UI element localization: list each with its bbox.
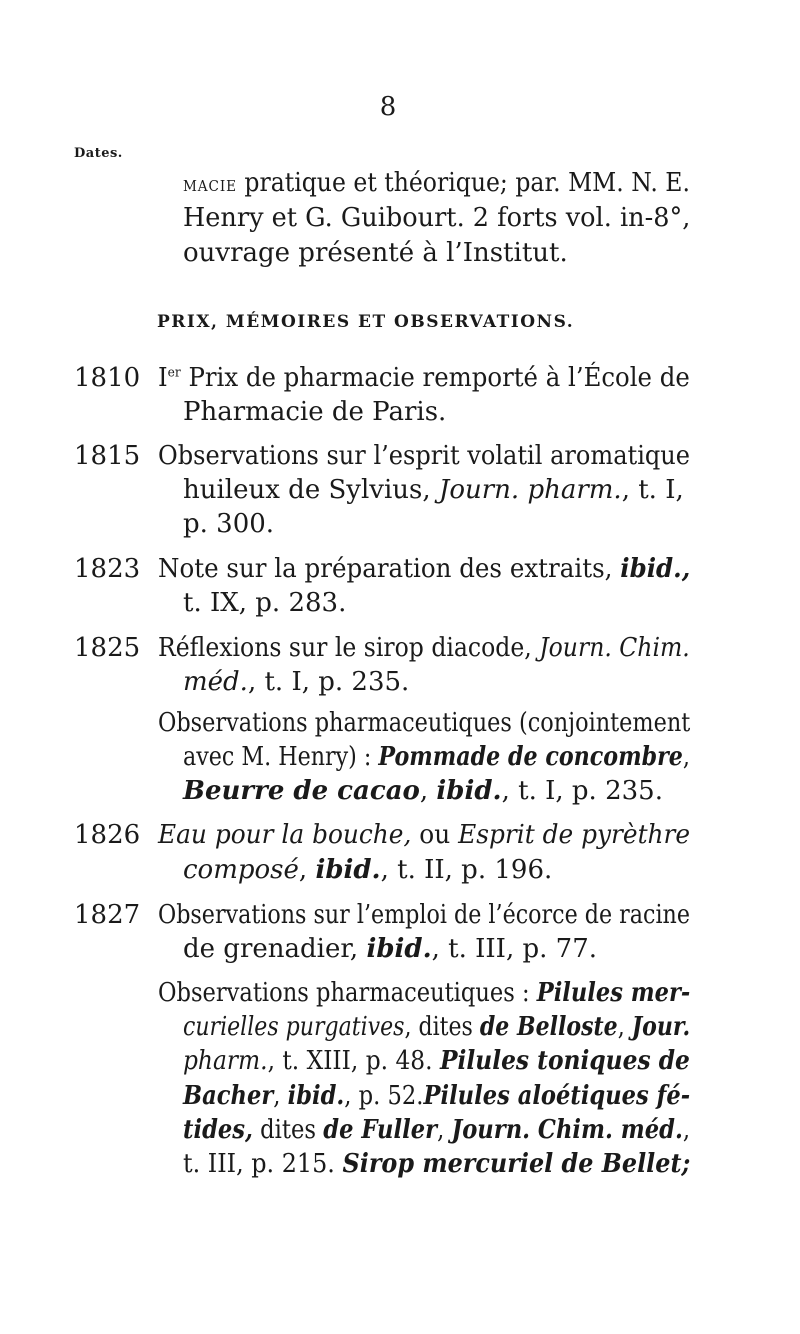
entry-text: Observations pharmaceutiques : (158, 978, 537, 1008)
entry-citation: tides, (183, 1115, 253, 1145)
entry-line (183, 778, 663, 804)
entry-line (183, 1151, 690, 1177)
entry-citation: Pilules aloétiques fé- (423, 1081, 691, 1111)
entry-line (183, 1048, 690, 1074)
entry-citation: Esprit de pyrèthre (458, 820, 691, 850)
entry-citation: ibid. (366, 934, 432, 964)
entry-citation: Jour. (631, 1012, 691, 1042)
entry-text: , (617, 1012, 632, 1042)
intro-smallcaps: macie (183, 172, 237, 197)
entry-line (183, 669, 409, 695)
entry-citation: Eau pour la bouche, (158, 820, 412, 850)
intro-line-2: Henry et G. Guibourt. 2 forts vol. in-8°, (183, 203, 691, 233)
entry-line: Observations pharmaceutiques (conjointement (158, 708, 691, 738)
entry-citation: pharm. (183, 1046, 268, 1076)
entry-year: 1826 (74, 820, 141, 850)
entry-line (183, 1014, 690, 1040)
entry-citation: Journ. Chim. (539, 633, 690, 663)
entry-text: , t. I, p. 235. (247, 667, 410, 697)
entry-line: Pharmacie de Paris. (183, 397, 447, 427)
entry-citation: Journ. pharm. (438, 475, 622, 505)
entry-line: p. 300. (183, 509, 275, 539)
entry-year: 1827 (74, 900, 141, 930)
entry-citation: ibid. (287, 1081, 345, 1111)
entry-year: 1815 (74, 441, 141, 471)
entry-year: 1810 (74, 363, 141, 393)
entry-line (183, 857, 552, 883)
entry-line (158, 980, 690, 1006)
entry-text: I (158, 363, 168, 393)
entry-line (183, 477, 684, 503)
entry-text: , (298, 855, 316, 885)
entry-line (183, 936, 597, 962)
entry-citation: composé (183, 855, 299, 885)
entry-text: , t. III, p. 77. (431, 934, 597, 964)
entry-citation: Pommade de concombre (378, 742, 683, 772)
entry-text: , (682, 742, 690, 772)
entry-citation: de Fuller (323, 1115, 438, 1145)
entry-text: , (437, 1115, 452, 1145)
entry-text: Note sur la préparation des extraits, (158, 554, 621, 584)
intro-line-1-text: pratique et théorique; par. MM. N. E. (236, 168, 690, 198)
entry-text: t. III, p. 215. (183, 1149, 343, 1179)
entry-citation: curielles purgatives (183, 1012, 405, 1042)
entry-line (158, 822, 690, 848)
entry-superscript: er (167, 365, 181, 381)
entry-citation: Bacher (183, 1081, 274, 1111)
entry-text: , t. I, (621, 475, 684, 505)
intro-line-3: ouvrage présenté à l’Institut. (183, 238, 568, 268)
entry-citation: de Belloste (479, 1012, 618, 1042)
page-number: 8 (379, 92, 397, 122)
entry-citation: ibid., (620, 554, 691, 584)
entry-text: de grenadier, (183, 934, 367, 964)
section-heading: PRIX, MÉMOIRES ET OBSERVATIONS. (157, 312, 575, 332)
entry-citation: Sirop mercuriel de Bellet; (342, 1149, 691, 1179)
entry-citation: ibid. (436, 776, 502, 806)
entry-text: Réflexions sur le sirop diacode, (158, 633, 540, 663)
entry-citation: Pilules toniques de (439, 1046, 690, 1076)
entry-year: 1825 (74, 633, 141, 663)
entry-citation: ibid. (315, 855, 381, 885)
entry-text: , (682, 1115, 691, 1145)
margin-label-dates: Dates. (74, 146, 123, 161)
entry-text: , t. II, p. 196. (380, 855, 553, 885)
entry-text: , (419, 776, 437, 806)
entry-citation: Journ. Chim. méd. (451, 1115, 683, 1145)
intro-line-1 (183, 170, 690, 196)
entry-line: Observations sur l’esprit volatil aromatique (158, 441, 691, 471)
entry-line (183, 1083, 690, 1109)
entry-text: huileux de Sylvius, (183, 475, 439, 505)
entry-text: avec M. Henry) : (183, 742, 379, 772)
entry-line (183, 744, 690, 770)
entry-citation: méd. (183, 667, 248, 697)
entry-text: , (273, 1081, 288, 1111)
entry-citation: Beurre de cacao (183, 776, 420, 806)
entry-text: , t. I, p. 235. (501, 776, 663, 806)
entry-line: t. IX, p. 283. (183, 588, 347, 618)
entry-text: , t. XIII, p. 48. (267, 1046, 440, 1076)
entry-line (158, 556, 690, 582)
entry-text: , p. 52. (344, 1081, 424, 1111)
entry-citation: Pilules mer- (536, 978, 691, 1008)
entry-line: Observations sur l’emploi de l’écorce de racine (158, 900, 691, 930)
entry-text: , dites (404, 1012, 480, 1042)
entry-text: dites (252, 1115, 324, 1145)
entry-text: Prix de pharmacie remporté à l’École de (180, 363, 690, 393)
entry-line (183, 1117, 690, 1143)
entry-line (158, 635, 690, 661)
entry-text: ou (411, 820, 459, 850)
entry-year: 1823 (74, 554, 141, 584)
entry-line (158, 365, 690, 391)
